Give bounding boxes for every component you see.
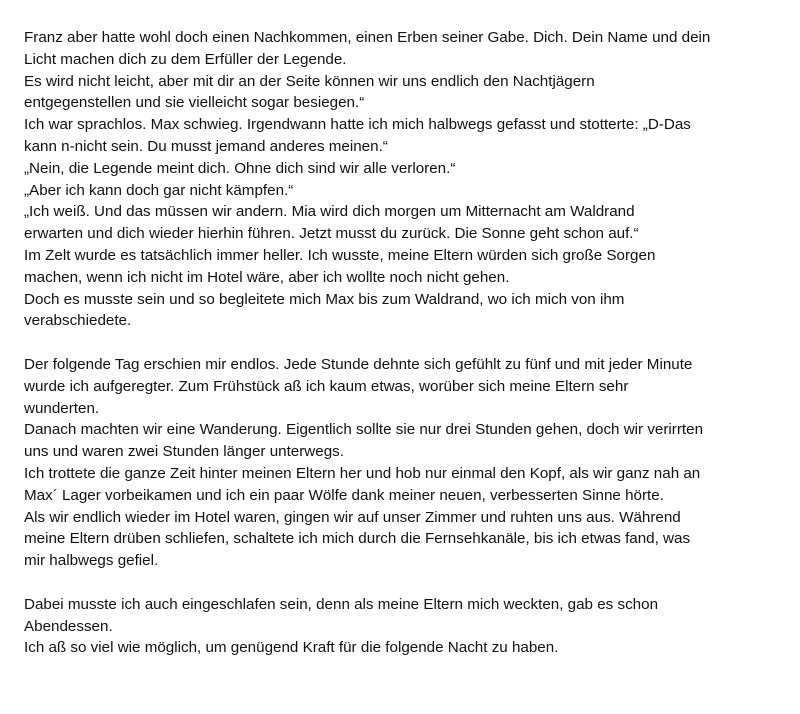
blank-line — [24, 332, 794, 354]
text-line: Dabei musste ich auch eingeschlafen sein, denn als meine Eltern mich weckten, gab es schon — [24, 595, 659, 613]
text-line: „Ich weiß. Und das müssen wir andern. Mia wird dich morgen um Mitternacht am Waldrand — [24, 203, 635, 221]
text-line: erwarten und dich wieder hierhin führen. Jetzt musst du zurück. Die Sonne geht schon auf.“ — [24, 225, 639, 243]
text-line: wurde ich aufgeregter. Zum Frühstück aß ich kaum etwas, worüber sich meine Eltern sehr — [24, 377, 629, 395]
text-line: Doch es musste sein und so begleitete mich Max bis zum Waldrand, wo ich mich von ihm — [24, 290, 625, 308]
text-line: mir halbwegs gefiel. — [24, 552, 159, 570]
text-line: entgegenstellen und sie vielleicht sogar besiegen.“ — [24, 94, 365, 112]
text-line: meine Eltern drüben schliefen, schaltete ich mich durch die Fernsehkanäle, bis ich etwas fand, was — [24, 530, 691, 548]
blank-line — [24, 572, 794, 594]
text-line: machen, wenn ich nicht im Hotel wäre, aber ich wollte noch nicht gehen. — [24, 268, 510, 286]
text-line: Max´ Lager vorbeikamen und ich ein paar Wölfe dank meiner neuen, verbesserten Sinne hörte. — [24, 486, 664, 504]
text-line: kann n-nicht sein. Du musst jemand anderes meinen.“ — [24, 137, 388, 155]
text-line: Licht machen dich zu dem Erfüller der Legende. — [24, 50, 347, 68]
text-line: „Aber ich kann doch gar nicht kämpfen.“ — [24, 181, 294, 199]
document-body-text — [24, 27, 794, 659]
text-line: wunderten. — [24, 399, 100, 417]
text-line: verabschiedete. — [24, 312, 132, 330]
text-line: Ich aß so viel wie möglich, um genügend Kraft für die folgende Nacht zu haben. — [24, 639, 559, 657]
text-line: Ich war sprachlos. Max schwieg. Irgendwann hatte ich mich halbwegs gefasst und stotterte: „D-Das — [24, 116, 691, 134]
text-line: Franz aber hatte wohl doch einen Nachkommen, einen Erben seiner Gabe. Dich. Dein Name und dein — [24, 29, 711, 46]
text-line: uns und waren zwei Stunden länger unterwegs. — [24, 443, 344, 461]
text-line: Ich trottete die ganze Zeit hinter meinen Eltern her und hob nur einmal den Kopf, als wir ganz nah an — [24, 464, 701, 482]
text-line: Abendessen. — [24, 617, 113, 635]
text-line: Danach machten wir eine Wanderung. Eigentlich sollte sie nur drei Stunden gehen, doch wir verirrten — [24, 421, 704, 439]
text-line: Im Zelt wurde es tatsächlich immer heller. Ich wusste, meine Eltern würden sich große Sorgen — [24, 246, 656, 264]
text-line: Es wird nicht leicht, aber mit dir an der Seite können wir uns endlich den Nachtjägern — [24, 72, 595, 90]
text-line: Als wir endlich wieder im Hotel waren, gingen wir auf unser Zimmer und ruhten uns aus. Während — [24, 508, 681, 526]
text-line: Der folgende Tag erschien mir endlos. Jede Stunde dehnte sich gefühlt zu fünf und mit jeder Minute — [24, 355, 693, 373]
text-line: „Nein, die Legende meint dich. Ohne dich sind wir alle verloren.“ — [24, 159, 456, 177]
